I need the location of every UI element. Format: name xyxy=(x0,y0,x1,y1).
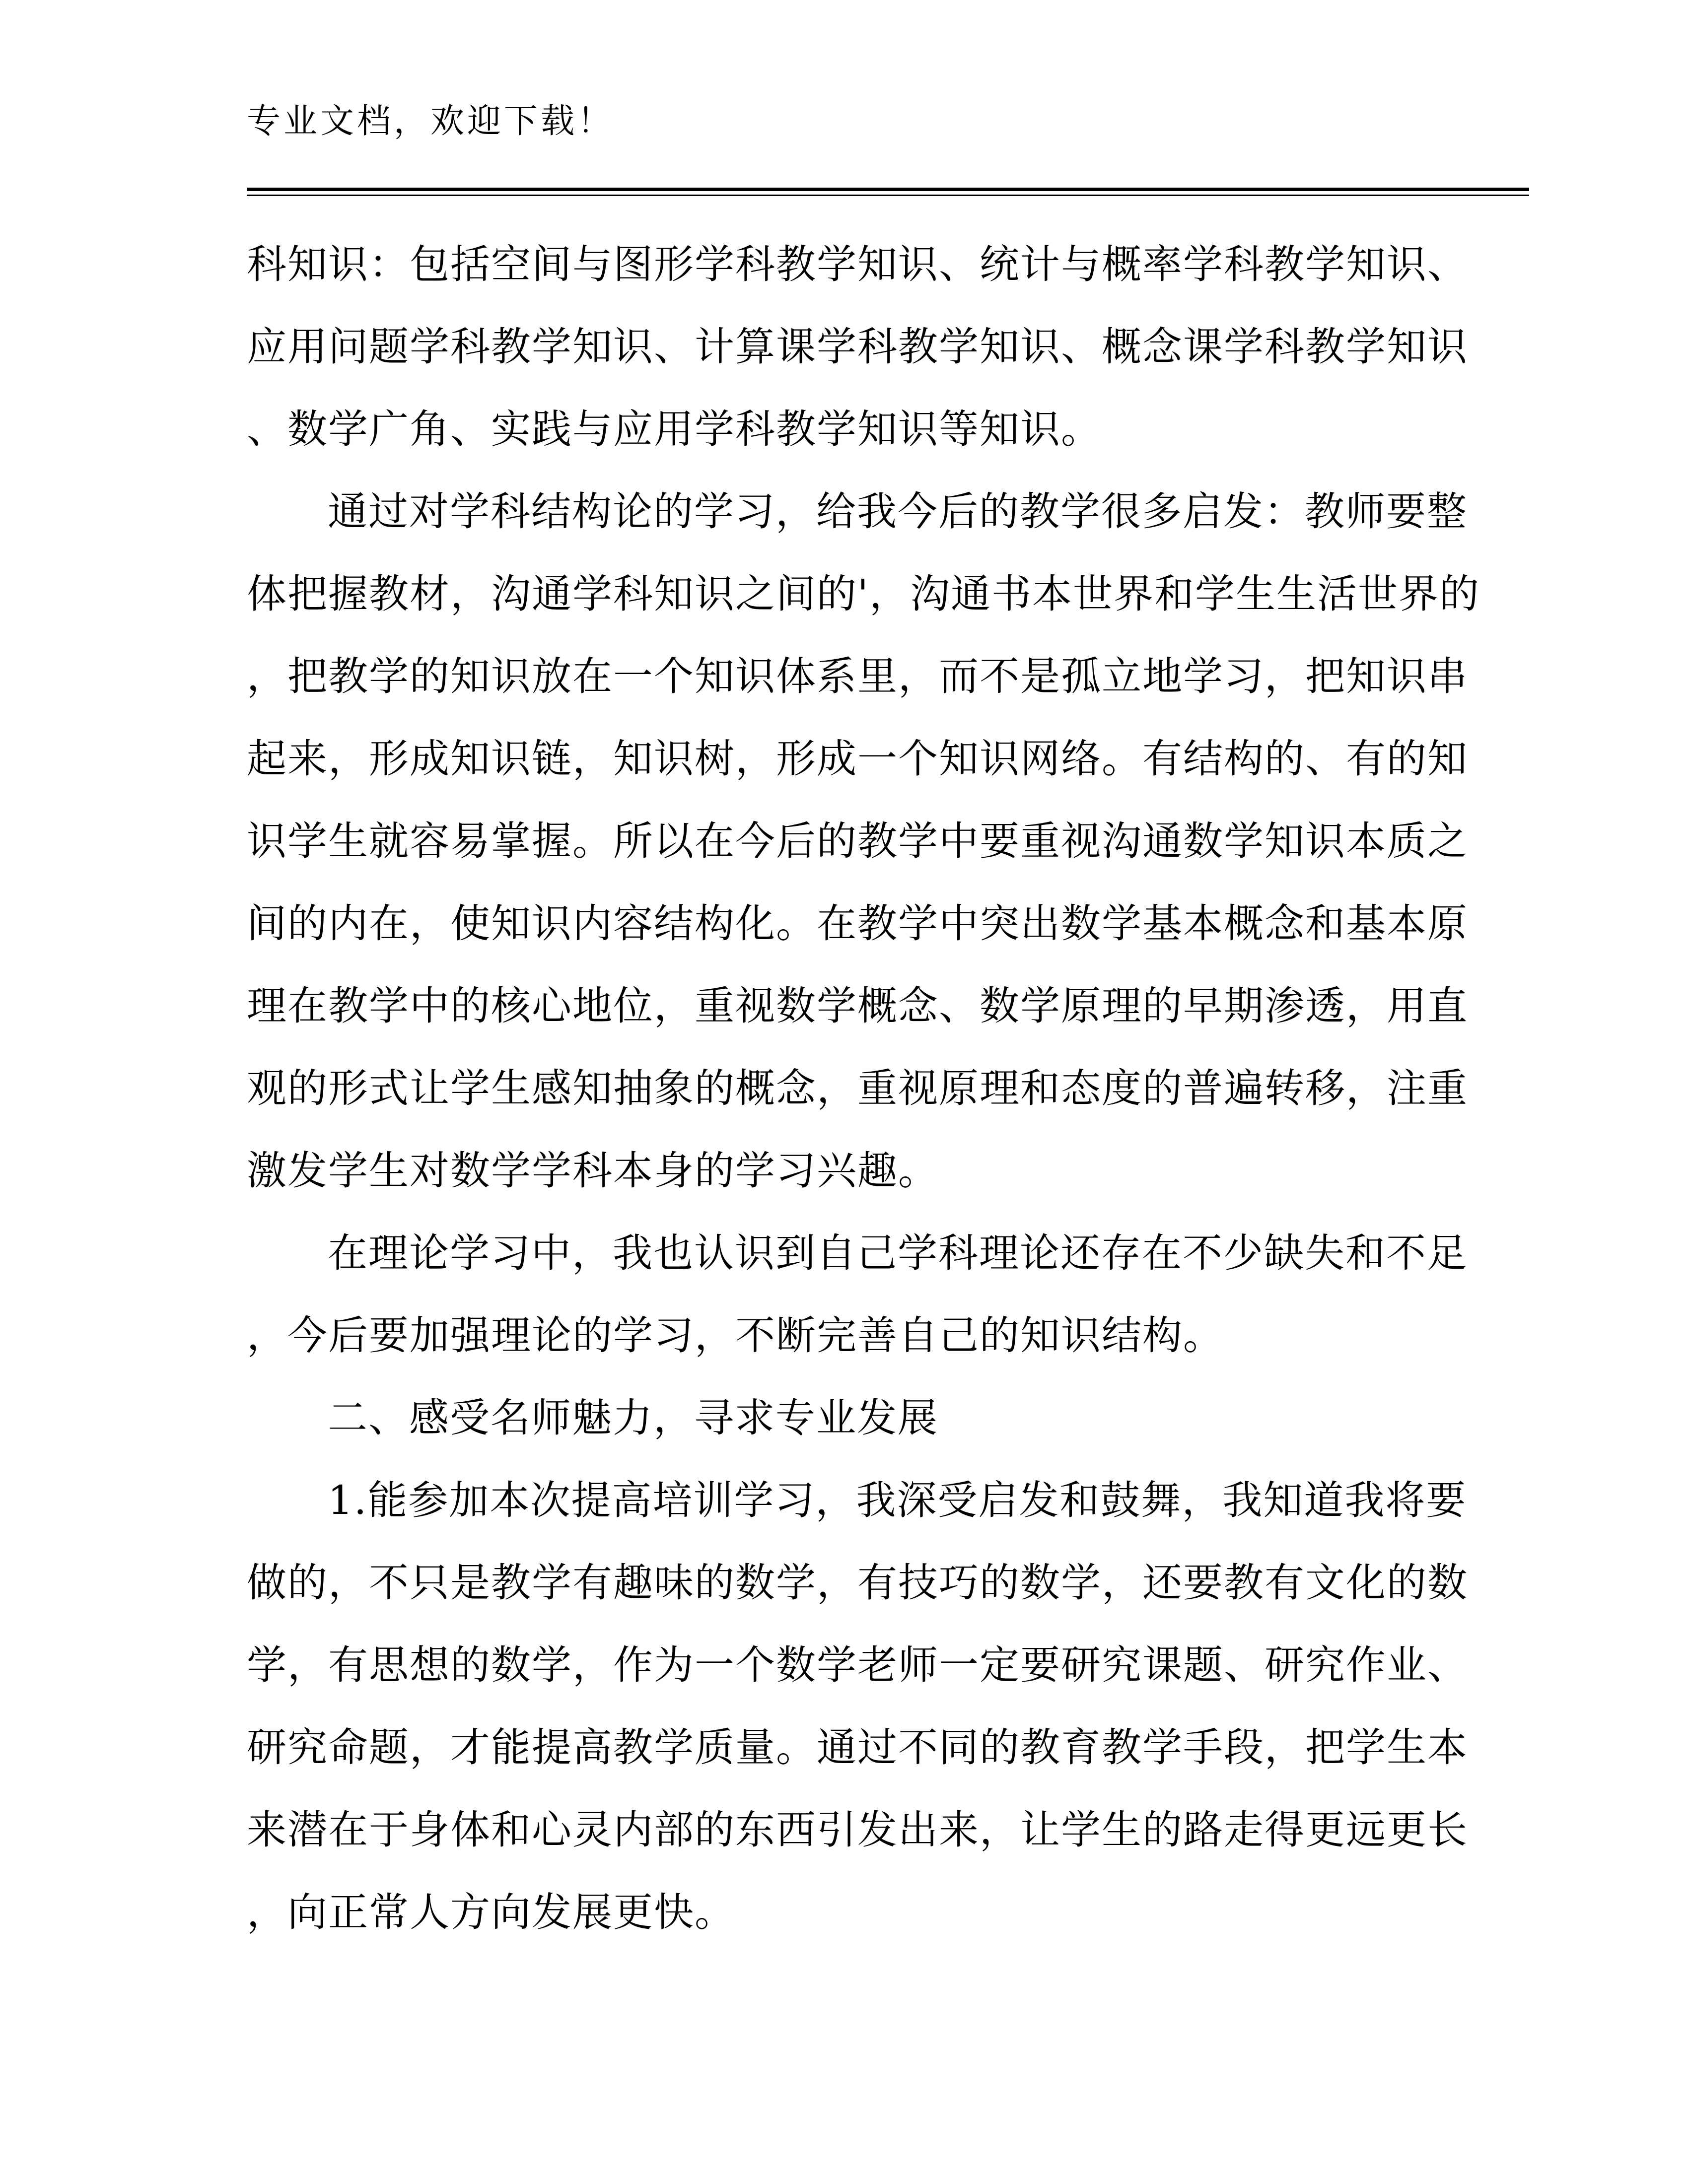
text-line: 学，有思想的数学，作为一个数学老师一定要研究课题、研究作业、 xyxy=(247,1642,1468,1688)
text-line: 观的形式让学生感知抽象的概念，重视原理和态度的普遍转移，注重 xyxy=(247,1065,1468,1111)
text-line: 做的，不只是教学有趣味的数学，有技巧的数学，还要教有文化的数 xyxy=(247,1560,1468,1606)
text-line: ，向正常人方向发展更快。 xyxy=(247,1889,735,1935)
text-line: 来潜在于身体和心灵内部的东西引发出来，让学生的路走得更远更长 xyxy=(247,1807,1468,1853)
text-line: 1.能参加本次提高培训学习，我深受启发和鼓舞，我知道我将要 xyxy=(328,1477,1467,1523)
text-line: 间的内在，使知识内容结构化。在教学中突出数学基本概念和基本原 xyxy=(247,900,1468,947)
page-header-text: 专业文档，欢迎下载！ xyxy=(247,102,615,141)
text-line: 激发学生对数学学科本身的学习兴趣。 xyxy=(247,1148,939,1194)
text-line: 理在教学中的核心地位，重视数学概念、数学原理的早期渗透，用直 xyxy=(247,983,1468,1029)
header-rule-thick xyxy=(247,188,1529,191)
text-line: 通过对学科结构论的学习，给我今后的教学很多启发：教师要整 xyxy=(328,488,1468,535)
text-line: 科知识：包括空间与图形学科教学知识、统计与概率学科教学知识、 xyxy=(247,241,1468,287)
text-line: ，把教学的知识放在一个知识体系里，而不是孤立地学习，把知识串 xyxy=(247,653,1468,699)
header-rule-thin xyxy=(247,195,1529,196)
section-heading: 二、感受名师魅力，寻求专业发展 xyxy=(328,1395,938,1441)
text-line: 、数学广角、实践与应用学科教学知识等知识。 xyxy=(247,406,1102,452)
document-body xyxy=(247,223,1480,1954)
text-line: 应用问题学科教学知识、计算课学科教学知识、概念课学科教学知识 xyxy=(247,324,1468,370)
text-line: 在理论学习中，我也认识到自己学科理论还存在不少缺失和不足 xyxy=(328,1230,1468,1276)
text-line: 识学生就容易掌握。所以在今后的教学中要重视沟通数学知识本质之 xyxy=(247,818,1468,864)
text-line: 体把握教材，沟通学科知识之间的'，沟通书本世界和学生生活世界的 xyxy=(247,571,1480,617)
text-line: 研究命题，才能提高教学质量。通过不同的教育教学手段，把学生本 xyxy=(247,1724,1468,1771)
text-line: ，今后要加强理论的学习，不断完善自己的知识结构。 xyxy=(247,1312,1224,1359)
text-line: 起来，形成知识链，知识树，形成一个知识网络。有结构的、有的知 xyxy=(247,736,1468,782)
